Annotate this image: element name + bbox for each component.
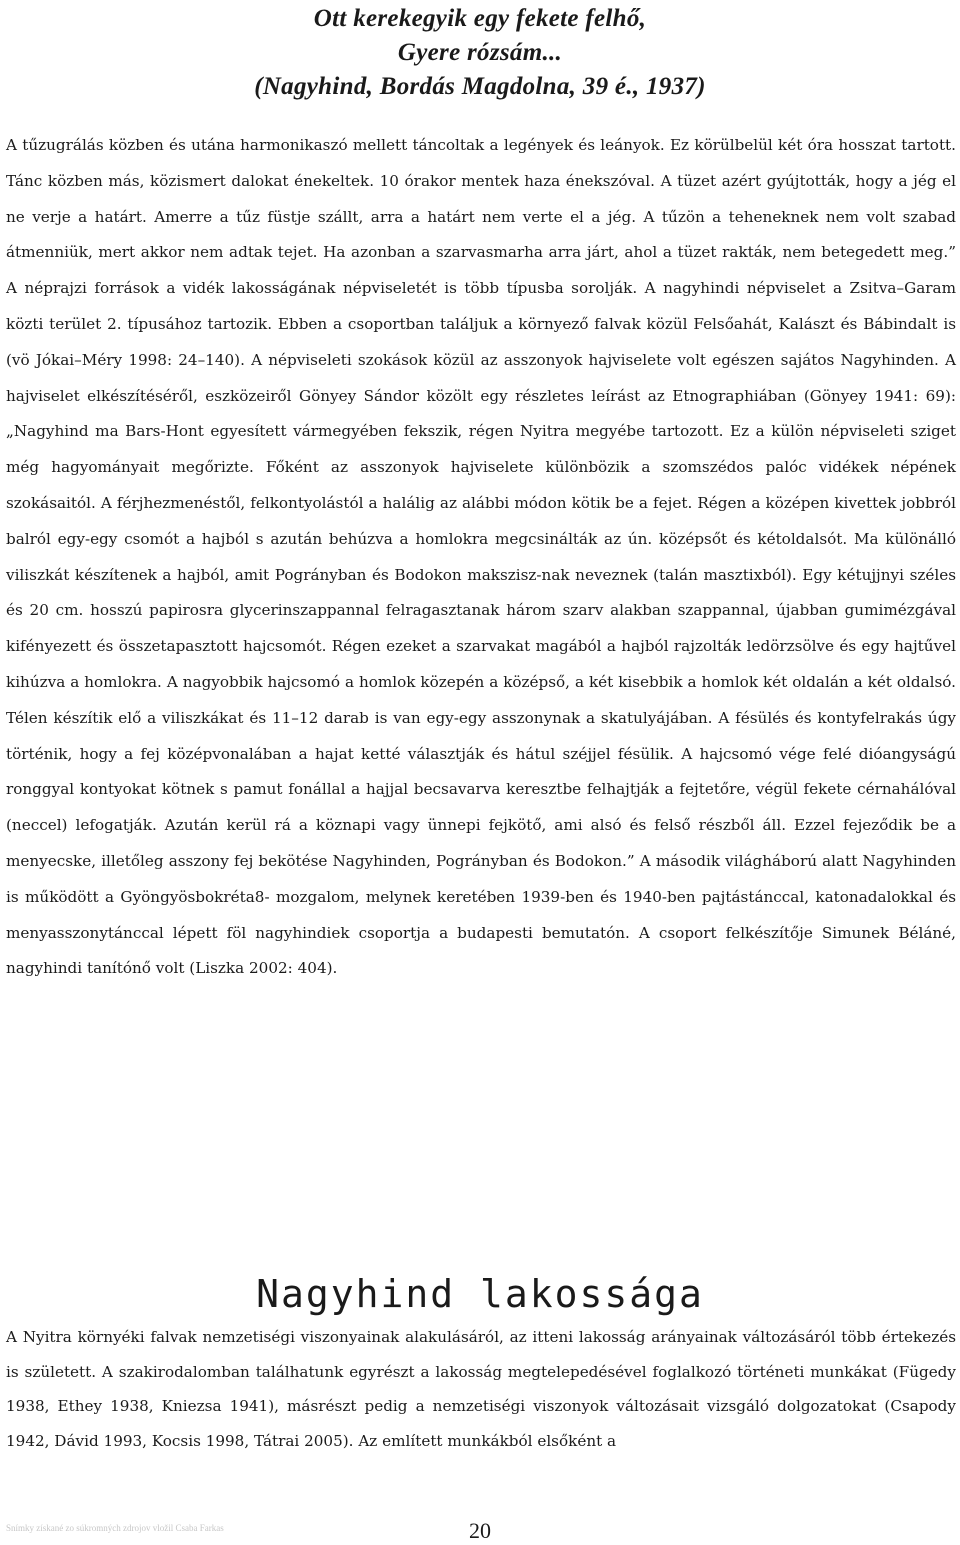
body-paragraph-folk-costume: A tűzugrálás közben és utána harmonikaszó mellett táncoltak a legények és leányok. Ez körülbelül két óra hosszat tartott. Tánc közben más, közismert dalokat énekeltek. 10 órakor mentek haza énekszóval. A tüzet azért gyújtották, hogy a jég el ne verje a határt. Amerre a tűz füstje szállt, arra a határt nem verte el a jég. A tűzön a teheneknek nem volt szabad átmenniük, mert akkor nem adtak tejet. Ha azonban a szarvasmarha arra járt, ahol a tüzet rakták, nem betegedett meg.” A néprajzi források a vidék lakosságának népviseletét is több típusba sorolják. A nagyhindi népviselet a Zsitva–Garam közti terület 2. típusához tartozik. Ebben a csoportban találjuk a környező falvak közül Felsőahát, Kalászt és Bábindalt is (vö Jókai–Méry 1998: 24–140). A népviseleti szokások közül az asszonyok hajviselete volt egészen sajátos Nagyhinden. A hajviselet elkészítéséről, eszközeiről Gönyey Sándor közölt egy részletes leírást az Etnographiában (Gönyey 1941: 69): „Nagyhind ma Bars-Hont egyesített vármegyében fekszik, régen Nyitra megyébe tartozott. Ez a külön népviseleti sziget még hagyományait megőrizte. Főként az asszonyok hajviselete különbözik a szomszédos palóc vidékek népének szokásaitól. A férjhezmenéstől, felkontyolástól a halálig az alábbi módon kötik be a fejet. Régen a középen kivettek jobbról balról egy-egy csomót a hajból s azután behúzva a homlokra megcsinálták az ún. középsőt és kétoldalsót. Ma különálló viliszkát készítenek a hajból, amit Pogrányban és Bodokon makszisz-nak neveznek (talán masztixból). Egy kétujjnyi széles és 20 cm. hosszú papirosra glycerinszappannal felragasztanak három szarv alakban szappannal, újabban gumimézgával kifényezett és összetapasztott hajcsomót. Régen ezeket a szarvakat magából a hajból rajzolták ledörzsölve és egy hajtűvel kihúzva a homlokra. A nagyobbik hajcsomó a homlok közepén a középső, a két kisebbik a homlok két oldalán a két oldalsó. Télen készítik elő a viliszkákat és 11–12 darab is van egy-egy asszonynak a skatulyájában. A fésülés és kontyfelrakás úgy történik, hogy a fej középvonalában a hajat ketté választják és hátul széjjel fésülik. A hajcsomó vége felé dióangyságú ronggyal kontyokat kötnek s pamut fonállal a hajjal becsavarva keresztbe felhajtják a fejtetőre, végül fekete cérnahálóval (neccel) lefogatják. Azután kerül rá a köznapi vagy ünnepi fejkötő, ami alsó és felső részből áll. Ezzel fejeződik be a menyecske, illetőleg asszony fej bekötése Nagyhinden, Pogrányban és Bodokon.” A második világháború alatt Nagyhinden is működött a Gyöngyösbokréta8- mozgalom, melynek keretében 1939-ben és 1940-ben pajtástánccal, katonadalokkal és menyasszonytánccal lépett föl nagyhindiek csoportja a budapesti bemutatón. A csoport felkészítője Simunek Béláné, nagyhindi tanítónő volt (Liszka 2002: 404). [6,136,956,978]
song-title-source: (Nagyhind, Bordás Magdolna, 39 é., 1937) [254,73,706,100]
song-title-line-1: Ott kerekegyik egy fekete felhő, [313,5,647,32]
section-heading: Nagyhind lakossága [256,1272,704,1316]
song-title-block [0,2,960,104]
body-paragraph-population: A Nyitra környéki falvak nemzetiségi viszonyainak alakulásáról, az itteni lakosság arányainak változásáról több értekezés is született. A szakirodalomban találhatunk egyrészt a lakosság megtelepedésével foglalkozó történeti munkákat (Fügedy 1938, Ethey 1938, Kniezsa 1941), másrészt pedig a nemzetiségi viszonyok változásait vizsgáló dolgozatokat (Csapody 1942, Dávid 1993, Kocsis 1998, Tátrai 2005). Az említett munkákból elsőként a [6,1328,956,1450]
page-number: 20 [469,1518,491,1543]
footer-watermark-note: Snímky získané zo súkromných zdrojov vložil Csaba Farkas [6,1523,224,1533]
song-title-line-2: Gyere rózsám... [397,39,563,66]
